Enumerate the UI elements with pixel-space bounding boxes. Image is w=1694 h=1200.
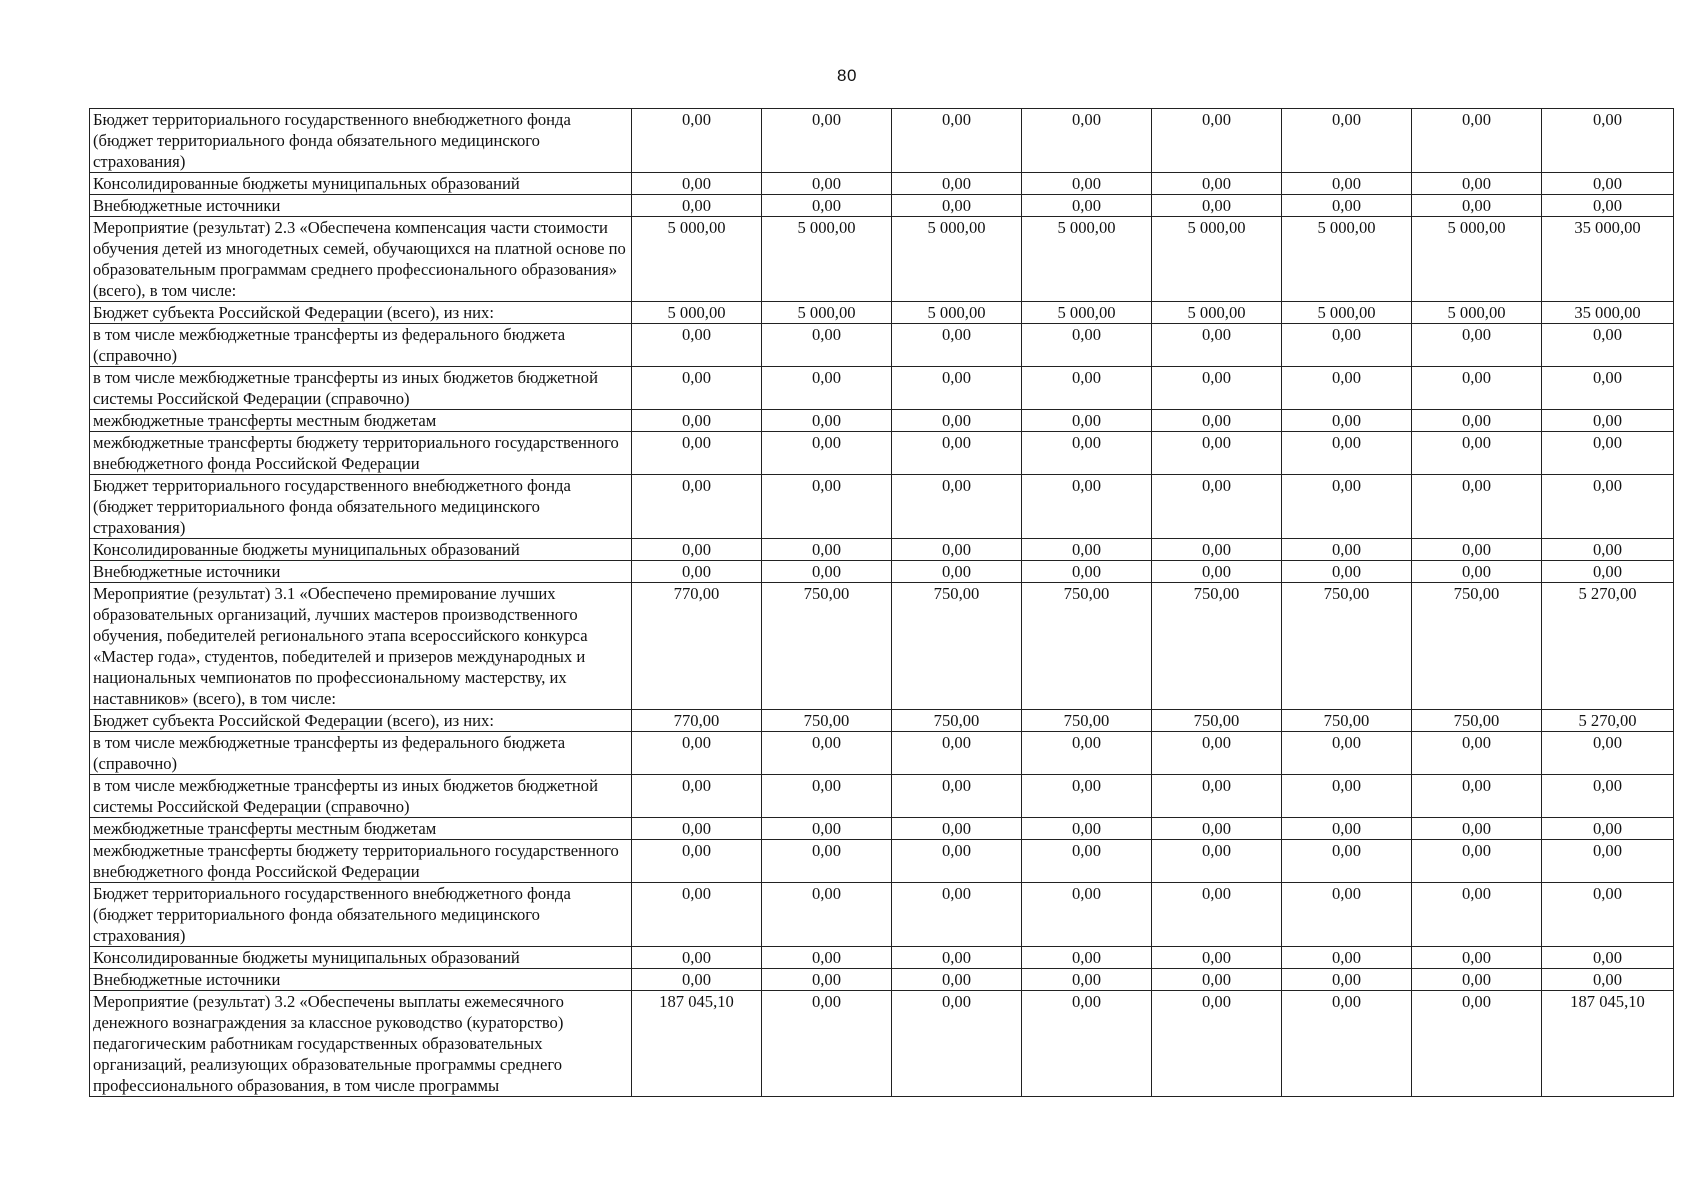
value-cell: 187 045,10 bbox=[1542, 991, 1674, 1097]
value-cell: 0,00 bbox=[632, 173, 762, 195]
value-cell: 0,00 bbox=[632, 840, 762, 883]
page-number: 80 bbox=[837, 66, 857, 85]
value-cell: 750,00 bbox=[1282, 583, 1412, 710]
value-cell: 0,00 bbox=[892, 109, 1022, 173]
value-cell: 750,00 bbox=[1022, 710, 1152, 732]
value-cell: 0,00 bbox=[1282, 969, 1412, 991]
value-cell: 0,00 bbox=[1152, 324, 1282, 367]
value-cell: 0,00 bbox=[892, 432, 1022, 475]
row-label: межбюджетные трансферты местным бюджетам bbox=[90, 410, 632, 432]
value-cell: 0,00 bbox=[892, 991, 1022, 1097]
table-row bbox=[90, 475, 1674, 539]
value-cell: 5 270,00 bbox=[1542, 583, 1674, 710]
value-cell: 0,00 bbox=[892, 173, 1022, 195]
row-label: в том числе межбюджетные трансферты из иных бюджетов бюджетной системы Российской Федерации (справочно) bbox=[90, 367, 632, 410]
value-cell: 0,00 bbox=[1412, 969, 1542, 991]
value-cell: 750,00 bbox=[1152, 583, 1282, 710]
value-cell: 0,00 bbox=[1412, 775, 1542, 818]
value-cell: 35 000,00 bbox=[1542, 217, 1674, 302]
value-cell: 0,00 bbox=[1542, 947, 1674, 969]
value-cell: 0,00 bbox=[1022, 732, 1152, 775]
value-cell: 0,00 bbox=[1542, 195, 1674, 217]
value-cell: 0,00 bbox=[1022, 410, 1152, 432]
value-cell: 5 000,00 bbox=[1152, 302, 1282, 324]
value-cell: 0,00 bbox=[892, 539, 1022, 561]
value-cell: 0,00 bbox=[1282, 561, 1412, 583]
value-cell: 0,00 bbox=[1152, 775, 1282, 818]
row-label: Бюджет субъекта Российской Федерации (всего), из них: bbox=[90, 710, 632, 732]
value-cell: 0,00 bbox=[1152, 969, 1282, 991]
value-cell: 0,00 bbox=[1542, 818, 1674, 840]
value-cell: 0,00 bbox=[1022, 475, 1152, 539]
value-cell: 0,00 bbox=[1542, 109, 1674, 173]
row-label: Консолидированные бюджеты муниципальных образований bbox=[90, 539, 632, 561]
value-cell: 0,00 bbox=[1022, 775, 1152, 818]
value-cell: 0,00 bbox=[892, 732, 1022, 775]
value-cell: 0,00 bbox=[762, 883, 892, 947]
value-cell: 0,00 bbox=[632, 883, 762, 947]
value-cell: 0,00 bbox=[1282, 883, 1412, 947]
value-cell: 770,00 bbox=[632, 583, 762, 710]
value-cell: 0,00 bbox=[1152, 818, 1282, 840]
value-cell: 0,00 bbox=[1152, 991, 1282, 1097]
table-row bbox=[90, 432, 1674, 475]
value-cell: 0,00 bbox=[1282, 732, 1412, 775]
value-cell: 0,00 bbox=[1412, 539, 1542, 561]
value-cell: 0,00 bbox=[1542, 775, 1674, 818]
value-cell: 0,00 bbox=[1412, 732, 1542, 775]
value-cell: 0,00 bbox=[632, 947, 762, 969]
value-cell: 0,00 bbox=[1412, 432, 1542, 475]
value-cell: 750,00 bbox=[762, 583, 892, 710]
value-cell: 0,00 bbox=[632, 109, 762, 173]
value-cell: 0,00 bbox=[1282, 775, 1412, 818]
value-cell: 0,00 bbox=[1022, 173, 1152, 195]
row-label: Мероприятие (результат) 2.3 «Обеспечена компенсация части стоимости обучения детей из многодетных семей, обучающихся на платной основе по образовательным программам среднего профессионального образования» (всего), в том числе: bbox=[90, 217, 632, 302]
value-cell: 0,00 bbox=[1542, 732, 1674, 775]
value-cell: 0,00 bbox=[892, 475, 1022, 539]
value-cell: 770,00 bbox=[632, 710, 762, 732]
value-cell: 0,00 bbox=[1542, 432, 1674, 475]
value-cell: 0,00 bbox=[1022, 969, 1152, 991]
value-cell: 5 000,00 bbox=[762, 217, 892, 302]
value-cell: 750,00 bbox=[1412, 583, 1542, 710]
value-cell: 0,00 bbox=[1152, 539, 1282, 561]
table-row bbox=[90, 539, 1674, 561]
value-cell: 0,00 bbox=[762, 775, 892, 818]
value-cell: 0,00 bbox=[762, 173, 892, 195]
value-cell: 0,00 bbox=[1152, 561, 1282, 583]
value-cell: 0,00 bbox=[1282, 195, 1412, 217]
value-cell: 0,00 bbox=[1022, 561, 1152, 583]
table-row bbox=[90, 840, 1674, 883]
value-cell: 5 000,00 bbox=[762, 302, 892, 324]
value-cell: 0,00 bbox=[1282, 818, 1412, 840]
value-cell: 0,00 bbox=[892, 410, 1022, 432]
value-cell: 0,00 bbox=[1412, 561, 1542, 583]
table-row bbox=[90, 732, 1674, 775]
row-label: в том числе межбюджетные трансферты из федерального бюджета (справочно) bbox=[90, 324, 632, 367]
value-cell: 0,00 bbox=[762, 109, 892, 173]
value-cell: 0,00 bbox=[1022, 324, 1152, 367]
value-cell: 0,00 bbox=[1412, 883, 1542, 947]
value-cell: 0,00 bbox=[1282, 109, 1412, 173]
value-cell: 0,00 bbox=[1152, 195, 1282, 217]
value-cell: 0,00 bbox=[1022, 109, 1152, 173]
value-cell: 0,00 bbox=[1412, 367, 1542, 410]
table-row bbox=[90, 969, 1674, 991]
value-cell: 0,00 bbox=[762, 947, 892, 969]
value-cell: 5 000,00 bbox=[632, 217, 762, 302]
value-cell: 0,00 bbox=[632, 410, 762, 432]
table-row bbox=[90, 217, 1674, 302]
value-cell: 0,00 bbox=[1542, 173, 1674, 195]
table-row bbox=[90, 302, 1674, 324]
value-cell: 0,00 bbox=[892, 775, 1022, 818]
row-label: межбюджетные трансферты бюджету территориального государственного внебюджетного фонда Российской Федерации bbox=[90, 432, 632, 475]
value-cell: 0,00 bbox=[1152, 732, 1282, 775]
value-cell: 0,00 bbox=[1152, 947, 1282, 969]
value-cell: 5 000,00 bbox=[632, 302, 762, 324]
value-cell: 5 000,00 bbox=[892, 217, 1022, 302]
value-cell: 0,00 bbox=[1412, 818, 1542, 840]
value-cell: 0,00 bbox=[762, 539, 892, 561]
value-cell: 0,00 bbox=[1542, 561, 1674, 583]
row-label: Мероприятие (результат) 3.2 «Обеспечены выплаты ежемесячного денежного вознаграждения за классное руководство (кураторство) педагогическим работникам государственных образовательных организаций, реализующих образовательные программы среднего профессионального образования, в том числе программы bbox=[90, 991, 632, 1097]
value-cell: 0,00 bbox=[1542, 410, 1674, 432]
value-cell: 0,00 bbox=[1022, 947, 1152, 969]
value-cell: 0,00 bbox=[632, 775, 762, 818]
value-cell: 0,00 bbox=[762, 969, 892, 991]
value-cell: 0,00 bbox=[1152, 840, 1282, 883]
table-row bbox=[90, 991, 1674, 1097]
value-cell: 0,00 bbox=[892, 561, 1022, 583]
value-cell: 0,00 bbox=[1542, 840, 1674, 883]
value-cell: 5 000,00 bbox=[1282, 302, 1412, 324]
value-cell: 0,00 bbox=[1282, 367, 1412, 410]
value-cell: 750,00 bbox=[1022, 583, 1152, 710]
value-cell: 0,00 bbox=[1282, 173, 1412, 195]
value-cell: 0,00 bbox=[1282, 324, 1412, 367]
value-cell: 0,00 bbox=[892, 818, 1022, 840]
table-row bbox=[90, 818, 1674, 840]
row-label: Консолидированные бюджеты муниципальных образований bbox=[90, 947, 632, 969]
value-cell: 0,00 bbox=[762, 324, 892, 367]
budget-table bbox=[89, 108, 1674, 1097]
value-cell: 0,00 bbox=[1412, 840, 1542, 883]
value-cell: 0,00 bbox=[1152, 883, 1282, 947]
row-label: межбюджетные трансферты бюджету территориального государственного внебюджетного фонда Российской Федерации bbox=[90, 840, 632, 883]
row-label: Бюджет территориального государственного внебюджетного фонда (бюджет территориального фонда обязательного медицинского страхования) bbox=[90, 109, 632, 173]
value-cell: 0,00 bbox=[1542, 367, 1674, 410]
value-cell: 0,00 bbox=[1282, 991, 1412, 1097]
value-cell: 0,00 bbox=[762, 475, 892, 539]
value-cell: 5 000,00 bbox=[1022, 217, 1152, 302]
row-label: Мероприятие (результат) 3.1 «Обеспечено премирование лучших образовательных организаций, лучших мастеров производственного обучения, победителей регионального этапа всероссийского конкурса «Мастер года», студентов, победителей и призеров международных и национальных чемпионатов по профессиональному мастерству, их наставников» (всего), в том числе: bbox=[90, 583, 632, 710]
value-cell: 0,00 bbox=[1412, 991, 1542, 1097]
table-row bbox=[90, 109, 1674, 173]
value-cell: 0,00 bbox=[892, 840, 1022, 883]
row-label: Консолидированные бюджеты муниципальных образований bbox=[90, 173, 632, 195]
value-cell: 0,00 bbox=[1152, 475, 1282, 539]
value-cell: 750,00 bbox=[1412, 710, 1542, 732]
value-cell: 0,00 bbox=[762, 367, 892, 410]
value-cell: 0,00 bbox=[1282, 410, 1412, 432]
value-cell: 0,00 bbox=[1152, 432, 1282, 475]
value-cell: 0,00 bbox=[1152, 173, 1282, 195]
value-cell: 0,00 bbox=[632, 818, 762, 840]
value-cell: 0,00 bbox=[1412, 410, 1542, 432]
value-cell: 0,00 bbox=[762, 410, 892, 432]
value-cell: 0,00 bbox=[1412, 475, 1542, 539]
row-label: Бюджет территориального государственного внебюджетного фонда (бюджет территориального фонда обязательного медицинского страхования) bbox=[90, 883, 632, 947]
value-cell: 0,00 bbox=[1022, 840, 1152, 883]
value-cell: 5 000,00 bbox=[892, 302, 1022, 324]
value-cell: 0,00 bbox=[892, 969, 1022, 991]
value-cell: 0,00 bbox=[632, 367, 762, 410]
value-cell: 0,00 bbox=[632, 475, 762, 539]
value-cell: 0,00 bbox=[892, 947, 1022, 969]
value-cell: 0,00 bbox=[762, 991, 892, 1097]
value-cell: 5 000,00 bbox=[1282, 217, 1412, 302]
value-cell: 0,00 bbox=[1022, 195, 1152, 217]
row-label: в том числе межбюджетные трансферты из федерального бюджета (справочно) bbox=[90, 732, 632, 775]
table-row bbox=[90, 367, 1674, 410]
value-cell: 0,00 bbox=[1282, 539, 1412, 561]
value-cell: 0,00 bbox=[632, 969, 762, 991]
value-cell: 0,00 bbox=[1412, 109, 1542, 173]
value-cell: 0,00 bbox=[1282, 840, 1412, 883]
value-cell: 0,00 bbox=[632, 432, 762, 475]
value-cell: 0,00 bbox=[1152, 109, 1282, 173]
value-cell: 0,00 bbox=[632, 195, 762, 217]
row-label: межбюджетные трансферты местным бюджетам bbox=[90, 818, 632, 840]
value-cell: 0,00 bbox=[1542, 324, 1674, 367]
value-cell: 0,00 bbox=[1022, 539, 1152, 561]
table-row bbox=[90, 410, 1674, 432]
value-cell: 0,00 bbox=[892, 324, 1022, 367]
value-cell: 0,00 bbox=[632, 539, 762, 561]
row-label: Внебюджетные источники bbox=[90, 561, 632, 583]
value-cell: 0,00 bbox=[1542, 969, 1674, 991]
value-cell: 750,00 bbox=[1152, 710, 1282, 732]
value-cell: 0,00 bbox=[762, 432, 892, 475]
value-cell: 0,00 bbox=[1022, 991, 1152, 1097]
value-cell: 0,00 bbox=[1282, 432, 1412, 475]
value-cell: 0,00 bbox=[762, 195, 892, 217]
table-body bbox=[90, 109, 1674, 1097]
row-label: Внебюджетные источники bbox=[90, 195, 632, 217]
value-cell: 0,00 bbox=[762, 561, 892, 583]
table-row bbox=[90, 195, 1674, 217]
value-cell: 0,00 bbox=[1022, 883, 1152, 947]
value-cell: 35 000,00 bbox=[1542, 302, 1674, 324]
value-cell: 5 000,00 bbox=[1022, 302, 1152, 324]
value-cell: 0,00 bbox=[892, 195, 1022, 217]
value-cell: 5 000,00 bbox=[1152, 217, 1282, 302]
value-cell: 0,00 bbox=[1282, 475, 1412, 539]
value-cell: 0,00 bbox=[892, 883, 1022, 947]
value-cell: 0,00 bbox=[1412, 324, 1542, 367]
value-cell: 0,00 bbox=[1542, 475, 1674, 539]
value-cell: 0,00 bbox=[1022, 818, 1152, 840]
value-cell: 0,00 bbox=[892, 367, 1022, 410]
value-cell: 750,00 bbox=[892, 710, 1022, 732]
table-row bbox=[90, 583, 1674, 710]
row-label: в том числе межбюджетные трансферты из иных бюджетов бюджетной системы Российской Федерации (справочно) bbox=[90, 775, 632, 818]
value-cell: 5 000,00 bbox=[1412, 302, 1542, 324]
table-row bbox=[90, 775, 1674, 818]
table-row bbox=[90, 173, 1674, 195]
value-cell: 0,00 bbox=[762, 732, 892, 775]
table-row bbox=[90, 710, 1674, 732]
value-cell: 5 000,00 bbox=[1412, 217, 1542, 302]
table-row bbox=[90, 883, 1674, 947]
value-cell: 0,00 bbox=[1542, 539, 1674, 561]
value-cell: 0,00 bbox=[1022, 432, 1152, 475]
value-cell: 0,00 bbox=[1022, 367, 1152, 410]
row-label: Бюджет субъекта Российской Федерации (всего), из них: bbox=[90, 302, 632, 324]
table-row bbox=[90, 324, 1674, 367]
value-cell: 0,00 bbox=[1152, 410, 1282, 432]
table-row bbox=[90, 947, 1674, 969]
value-cell: 5 270,00 bbox=[1542, 710, 1674, 732]
value-cell: 0,00 bbox=[1152, 367, 1282, 410]
value-cell: 0,00 bbox=[1412, 947, 1542, 969]
value-cell: 0,00 bbox=[1412, 195, 1542, 217]
value-cell: 0,00 bbox=[1542, 883, 1674, 947]
value-cell: 750,00 bbox=[762, 710, 892, 732]
value-cell: 750,00 bbox=[892, 583, 1022, 710]
value-cell: 0,00 bbox=[1282, 947, 1412, 969]
value-cell: 0,00 bbox=[632, 732, 762, 775]
table-row bbox=[90, 561, 1674, 583]
value-cell: 0,00 bbox=[1412, 173, 1542, 195]
value-cell: 0,00 bbox=[632, 324, 762, 367]
value-cell: 750,00 bbox=[1282, 710, 1412, 732]
value-cell: 0,00 bbox=[762, 818, 892, 840]
row-label: Внебюджетные источники bbox=[90, 969, 632, 991]
value-cell: 187 045,10 bbox=[632, 991, 762, 1097]
value-cell: 0,00 bbox=[762, 840, 892, 883]
row-label: Бюджет территориального государственного внебюджетного фонда (бюджет территориального фонда обязательного медицинского страхования) bbox=[90, 475, 632, 539]
value-cell: 0,00 bbox=[632, 561, 762, 583]
